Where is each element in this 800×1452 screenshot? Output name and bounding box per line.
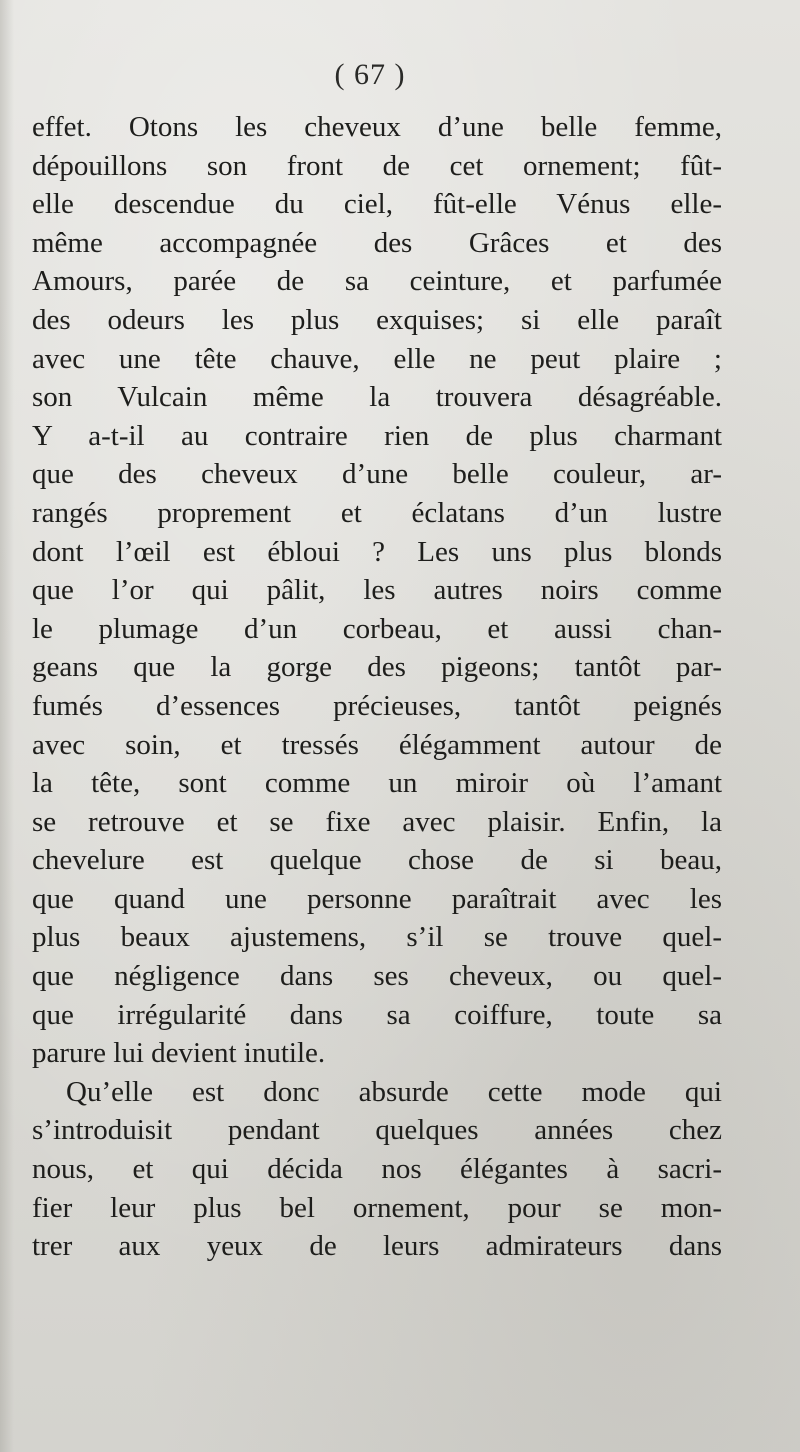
text-line: dépouillons son front de cet ornement; fût- bbox=[32, 149, 722, 182]
text-line: que l’or qui pâlit, les autres noirs comme bbox=[32, 574, 722, 607]
text-line: trer aux yeux de leurs admirateurs dans bbox=[32, 1230, 722, 1263]
text-line: geans que la gorge des pigeons; tantôt par- bbox=[32, 651, 722, 684]
text-line: que négligence dans ses cheveux, ou quel- bbox=[32, 960, 722, 993]
text-line: chevelure est quelque chose de si beau, bbox=[32, 844, 722, 877]
text-line: Amours, parée de sa ceinture, et parfumée bbox=[32, 265, 722, 298]
text-line: Qu’elle est donc absurde cette mode qui bbox=[66, 1075, 722, 1108]
text-line: fier leur plus bel ornement, pour se mon- bbox=[32, 1191, 722, 1224]
text-line: nous, et qui décida nos élégantes à sacri- bbox=[32, 1153, 722, 1186]
text-line: plus beaux ajustemens, s’il se trouve quel- bbox=[32, 921, 722, 954]
text-line: effet. Otons les cheveux d’une belle femme, bbox=[32, 111, 722, 143]
page-edge-shadow bbox=[0, 0, 14, 1452]
text-line: dont l’œil est ébloui ? Les uns plus blonds bbox=[32, 535, 722, 568]
text-line: le plumage d’un corbeau, et aussi chan- bbox=[32, 612, 722, 645]
body-text bbox=[32, 108, 722, 1266]
text-line: que quand une personne paraîtrait avec les bbox=[32, 882, 722, 915]
text-line: que des cheveux d’une belle couleur, ar- bbox=[32, 458, 722, 491]
text-line: elle descendue du ciel, fût-elle Vénus elle- bbox=[32, 188, 722, 221]
text-line: son Vulcain même la trouvera désagréable. bbox=[32, 381, 722, 414]
text-line: des odeurs les plus exquises; si elle paraît bbox=[32, 303, 722, 336]
text-line: s’introduisit pendant quelques années chez bbox=[32, 1114, 722, 1147]
text-line: la tête, sont comme un miroir où l’amant bbox=[32, 767, 722, 800]
page-number: ( 67 ) bbox=[334, 58, 406, 91]
text-line: que irrégularité dans sa coiffure, toute sa bbox=[32, 998, 722, 1031]
text-line: se retrouve et se fixe avec plaisir. Enfin, la bbox=[32, 805, 722, 838]
text-line: avec soin, et tressés élégamment autour de bbox=[32, 728, 722, 761]
text-line: Y a-t-il au contraire rien de plus charmant bbox=[32, 419, 722, 452]
text-line: rangés proprement et éclatans d’un lustre bbox=[32, 496, 722, 529]
text-line: fumés d’essences précieuses, tantôt peignés bbox=[32, 689, 722, 722]
text-line: avec une tête chauve, elle ne peut plaire ; bbox=[32, 342, 722, 375]
text-line: même accompagnée des Grâces et des bbox=[32, 226, 722, 259]
text-line: parure lui devient inutile. bbox=[32, 1037, 326, 1070]
